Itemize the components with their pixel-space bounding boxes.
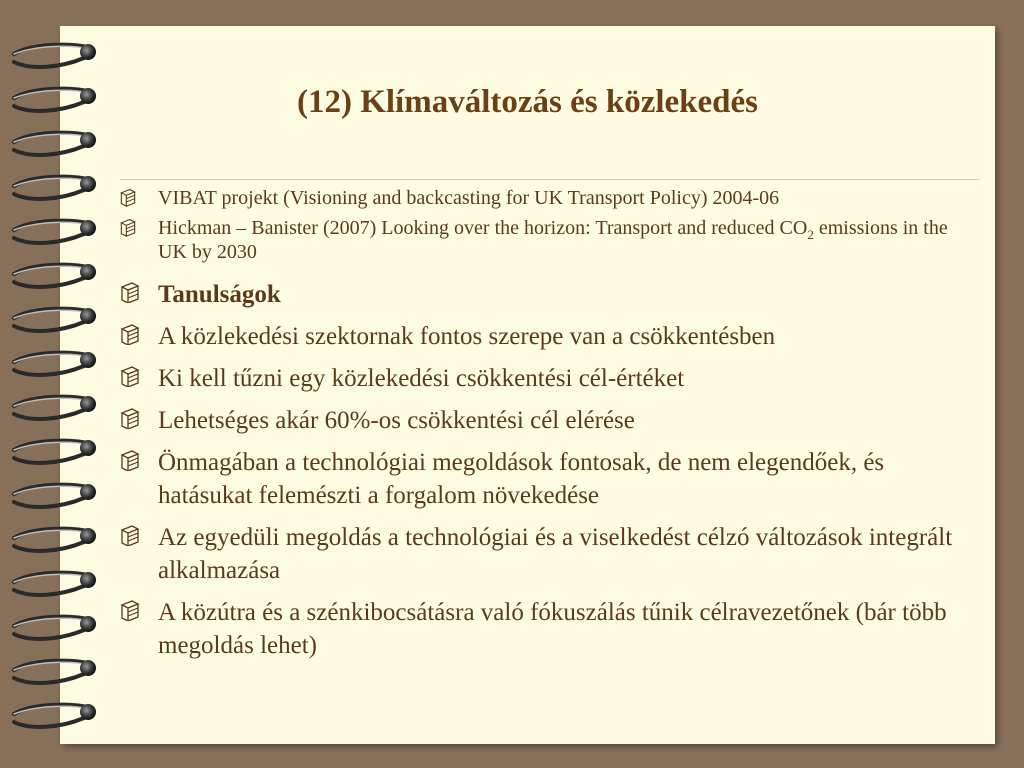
- spiral-ring-icon: [14, 396, 96, 419]
- spiral-ring-icon: [14, 440, 96, 463]
- list-item-text: VIBAT projekt (Visioning and backcasting for UK Transport Policy) 2004-06: [158, 187, 780, 209]
- list-item: [116, 186, 976, 210]
- spiral-ring-icon: [14, 704, 96, 727]
- spiral-ring-icon: [14, 660, 96, 683]
- slide-content: [116, 186, 976, 671]
- spiral-ring-icon: [14, 484, 96, 507]
- spiral-ring-icon: [14, 264, 96, 287]
- list-item-text: Ki kell tűzni egy közlekedési csökkentési cél-értéket: [158, 365, 685, 392]
- list-item: [116, 362, 976, 395]
- stacked-books-bullet-icon: [118, 449, 142, 471]
- stacked-books-bullet-icon: [118, 599, 142, 621]
- stacked-books-bullet-icon: [118, 407, 142, 429]
- title-divider: [120, 179, 980, 180]
- list-item-text: Lehetséges akár 60%-os csökkentési cél elérése: [158, 407, 635, 434]
- list-item-text: Az egyedüli megoldás a technológiai és a viselkedést célzó változások integrált alkalmazása: [158, 524, 953, 584]
- list-item-text: Önmagában a technológiai megoldások fontosak, de nem elegendőek, és hatásukat felemészti a forgalom növekedése: [158, 449, 885, 509]
- list-item: [116, 446, 976, 512]
- list-item: [116, 216, 976, 264]
- stacked-books-bullet-icon: [118, 217, 138, 237]
- stacked-books-bullet-icon: [118, 187, 138, 207]
- spiral-ring-icon: [14, 528, 96, 551]
- spiral-ring-icon: [14, 572, 96, 595]
- list-item: [116, 521, 976, 587]
- list-heading-text: Tanulságok: [158, 281, 281, 308]
- lessons-list: [116, 278, 976, 662]
- spiral-ring-icon: [14, 616, 96, 639]
- stacked-books-bullet-icon: [118, 524, 142, 546]
- references-list: [116, 186, 976, 264]
- spiral-ring-icon: [14, 352, 96, 375]
- list-item: [116, 320, 976, 353]
- spiral-ring-icon: [14, 44, 96, 67]
- list-item: [116, 596, 976, 662]
- list-heading: [116, 278, 976, 311]
- spiral-ring-icon: [14, 132, 96, 155]
- list-item-text: A közútra és a szénkibocsátásra való fókuszálás tűnik célravezetőnek (bár több megoldás lehet): [158, 599, 947, 659]
- stacked-books-bullet-icon: [118, 281, 142, 303]
- spiral-ring-icon: [14, 176, 96, 199]
- list-item: [116, 404, 976, 437]
- list-item-text: A közlekedési szektornak fontos szerepe van a csökkentésben: [158, 323, 776, 350]
- stacked-books-bullet-icon: [118, 323, 142, 345]
- spiral-ring-icon: [14, 220, 96, 243]
- stacked-books-bullet-icon: [118, 365, 142, 387]
- spiral-ring-icon: [14, 308, 96, 331]
- slide-title: (12) Klímaváltozás és közlekedés: [296, 84, 759, 120]
- list-item-text: Hickman – Banister (2007) Looking over the horizon: Transport and reduced $CO_2$ emissions in the UK by 2030: [158, 217, 948, 263]
